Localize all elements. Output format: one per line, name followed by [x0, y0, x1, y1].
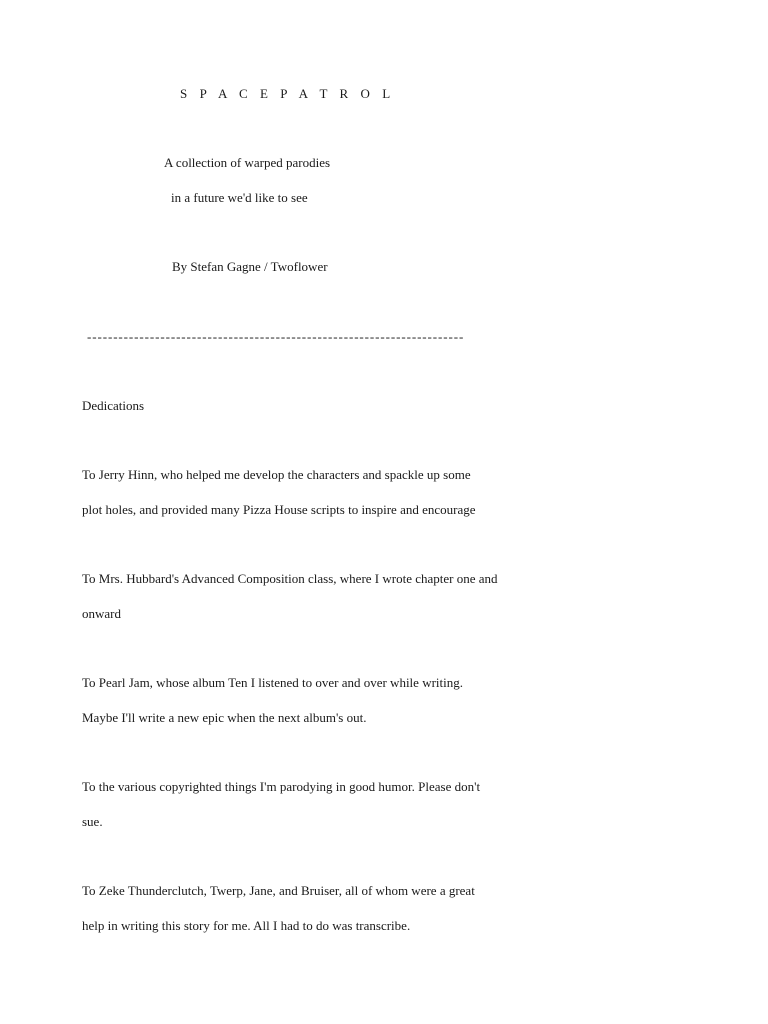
dedication-2-line-1: To Mrs. Hubbard's Advanced Composition class, where I wrote chapter one and — [82, 571, 498, 586]
dedication-5-line-1: To Zeke Thunderclutch, Twerp, Jane, and Bruiser, all of whom were a great — [82, 883, 475, 898]
separator-rule: ------------------------------------------------------------------------ — [87, 329, 465, 344]
dedication-4-line-1: To the various copyrighted things I'm parodying in good humor. Please don't — [82, 779, 481, 794]
dedication-1-line-1: To Jerry Hinn, who helped me develop the characters and spackle up some — [82, 467, 471, 482]
subtitle-line-2: in a future we'd like to see — [171, 190, 308, 205]
dedication-3-line-1: To Pearl Jam, whose album Ten I listened to over and over while writing. — [82, 675, 463, 690]
dedication-3-line-2: Maybe I'll write a new epic when the next album's out. — [82, 710, 367, 725]
subtitle-line-1: A collection of warped parodies — [164, 155, 331, 170]
dedication-1-line-2: plot holes, and provided many Pizza House scripts to inspire and encourage — [82, 502, 476, 517]
dedication-2-line-2: onward — [82, 606, 121, 621]
dedications-heading: Dedications — [82, 398, 145, 413]
document-title: S P A C E P A T R O L — [180, 86, 395, 101]
author-byline: By Stefan Gagne / Twoflower — [172, 259, 328, 274]
dedication-4-line-2: sue. — [82, 814, 103, 829]
dedication-5-line-2: help in writing this story for me. All I had to do was transcribe. — [82, 918, 411, 933]
